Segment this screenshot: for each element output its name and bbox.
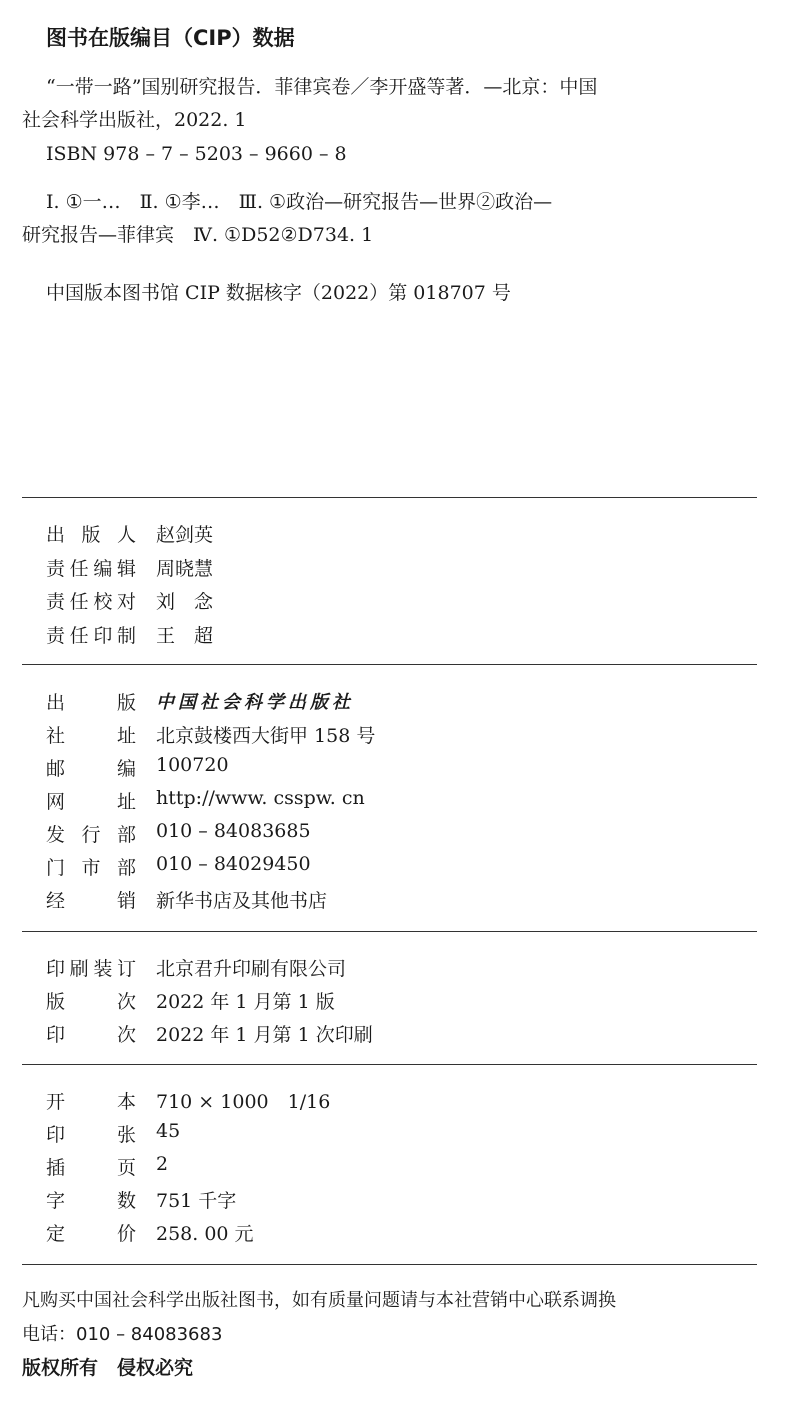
staff-label-char: 任 <box>69 591 89 613</box>
publisher-label-char: 行 <box>81 824 101 846</box>
publisher-label <box>46 853 136 880</box>
staff-label <box>46 587 136 614</box>
specs-value: 45 <box>156 1120 181 1142</box>
publisher-label-char: 网 <box>46 791 66 813</box>
staff-label <box>46 554 136 581</box>
staff-value: 周晓慧 <box>156 557 214 580</box>
publisher-label-char: 经 <box>46 890 66 912</box>
printing-label-char: 订 <box>116 958 136 980</box>
specs-value: 751 千字 <box>156 1190 237 1212</box>
divider-4 <box>22 1064 757 1065</box>
printing-label <box>46 987 136 1014</box>
printing-label-char: 印 <box>46 1024 66 1046</box>
divider-5 <box>22 1264 757 1265</box>
specs-label-char: 数 <box>116 1190 136 1212</box>
staff-label-char: 责 <box>46 557 66 580</box>
staff-value: 王 超 <box>156 624 214 647</box>
publisher-label-char: 邮 <box>46 758 66 780</box>
printing-label-char: 刷 <box>69 958 89 980</box>
publisher-label-char: 部 <box>116 824 136 846</box>
printing-label <box>46 954 136 981</box>
staff-label-char: 印 <box>93 624 113 647</box>
quality-notice: 凡购买中国社会科学出版社图书，如有质量问题请与本社营销中心联系调换 <box>22 1290 616 1311</box>
specs-label-char: 开 <box>46 1091 66 1113</box>
publisher-value: 010 – 84083685 <box>156 820 311 842</box>
publisher-label-char: 编 <box>116 758 136 780</box>
staff-label-char: 编 <box>93 557 113 580</box>
specs-label <box>46 1153 136 1180</box>
printing-value: 2022 年 1 月第 1 版 <box>156 991 335 1013</box>
staff-label <box>46 621 136 648</box>
staff-label-char: 对 <box>116 591 136 613</box>
cip-classification-line: Ⅰ. ①一… Ⅱ. ①李… Ⅲ. ①政治—研究报告—世界②政治— <box>46 191 553 213</box>
publisher-label-char: 址 <box>116 791 136 813</box>
staff-label-char: 责 <box>46 591 66 613</box>
staff-label-char: 人 <box>116 524 136 546</box>
printing-value: 2022 年 1 月第 1 次印刷 <box>156 1024 373 1046</box>
publisher-label-char: 发 <box>46 824 66 846</box>
publisher-label-char: 出 <box>46 692 66 714</box>
staff-label-char: 任 <box>69 624 89 647</box>
specs-label <box>46 1219 136 1246</box>
staff-label-char: 版 <box>81 524 101 546</box>
specs-label-char: 字 <box>46 1190 66 1212</box>
specs-label <box>46 1120 136 1147</box>
printing-label-char: 次 <box>116 991 136 1013</box>
staff-label-char: 任 <box>69 557 89 580</box>
publisher-label-char: 社 <box>46 725 66 747</box>
specs-value: 2 <box>156 1153 169 1175</box>
specs-label <box>46 1186 136 1213</box>
staff-label-char: 制 <box>116 624 136 647</box>
specs-label-char: 本 <box>116 1091 136 1113</box>
specs-label <box>46 1087 136 1114</box>
staff-value: 刘 念 <box>156 591 214 613</box>
publisher-value: 新华书店及其他书店 <box>156 890 328 912</box>
specs-label-char: 插 <box>46 1157 66 1179</box>
cip-heading: 图书在版编目（CIP）数据 <box>46 26 295 50</box>
specs-label-char: 页 <box>116 1157 136 1179</box>
publisher-label <box>46 820 136 847</box>
printing-label-char: 次 <box>116 1024 136 1046</box>
specs-label-char: 价 <box>116 1223 136 1245</box>
publisher-logo: 中国社会科学出版社 <box>156 692 354 713</box>
divider-1 <box>22 497 757 498</box>
staff-label <box>46 520 136 547</box>
publisher-value: 010 – 84029450 <box>156 853 311 875</box>
publisher-label-char: 部 <box>116 857 136 879</box>
cip-publisher-line: 社会科学出版社，2022. 1 <box>22 109 247 131</box>
staff-label-char: 责 <box>46 624 66 647</box>
publisher-label-char: 销 <box>116 890 136 912</box>
specs-value: 258. 00 元 <box>156 1223 254 1245</box>
printing-label-char: 版 <box>46 991 66 1013</box>
printing-label-char: 装 <box>93 958 113 980</box>
printing-value: 北京君升印刷有限公司 <box>156 958 347 980</box>
cip-isbn-line: ISBN 978 – 7 – 5203 – 9660 – 8 <box>46 143 347 165</box>
publisher-label <box>46 688 136 715</box>
publisher-label-char: 市 <box>81 857 101 879</box>
cip-classification-line-2: 研究报告—菲律宾 Ⅳ. ①D52②D734. 1 <box>22 224 374 246</box>
specs-label-char: 张 <box>116 1124 136 1146</box>
publisher-label <box>46 721 136 748</box>
specs-label-char: 定 <box>46 1223 66 1245</box>
publisher-value: http://www. csspw. cn <box>156 787 365 809</box>
publisher-value: 100720 <box>156 754 229 776</box>
printing-label-char: 印 <box>46 958 66 980</box>
staff-value: 赵剑英 <box>156 524 214 546</box>
publisher-label-char: 址 <box>116 725 136 747</box>
staff-label-char: 校 <box>93 591 113 613</box>
publisher-label-char: 版 <box>116 692 136 714</box>
specs-label-char: 印 <box>46 1124 66 1146</box>
copyright-notice: 版权所有 侵权必究 <box>22 1357 194 1379</box>
specs-value: 710 × 1000 1/16 <box>156 1091 331 1113</box>
publisher-label <box>46 787 136 814</box>
contact-phone: 电话：010 – 84083683 <box>22 1324 223 1345</box>
divider-3 <box>22 931 757 932</box>
printing-label <box>46 1020 136 1047</box>
publisher-label <box>46 886 136 913</box>
cip-record-number: 中国版本图书馆 CIP 数据核字（2022）第 018707 号 <box>46 282 511 304</box>
cip-title-line: “一带一路”国别研究报告．菲律宾卷／李开盛等著．—北京：中国 <box>46 76 598 98</box>
publisher-value: 北京鼓楼西大街甲 158 号 <box>156 725 376 747</box>
publisher-label-char: 门 <box>46 857 66 879</box>
staff-label-char: 出 <box>46 524 66 546</box>
divider-2 <box>22 664 757 665</box>
staff-label-char: 辑 <box>116 557 136 580</box>
publisher-label <box>46 754 136 781</box>
